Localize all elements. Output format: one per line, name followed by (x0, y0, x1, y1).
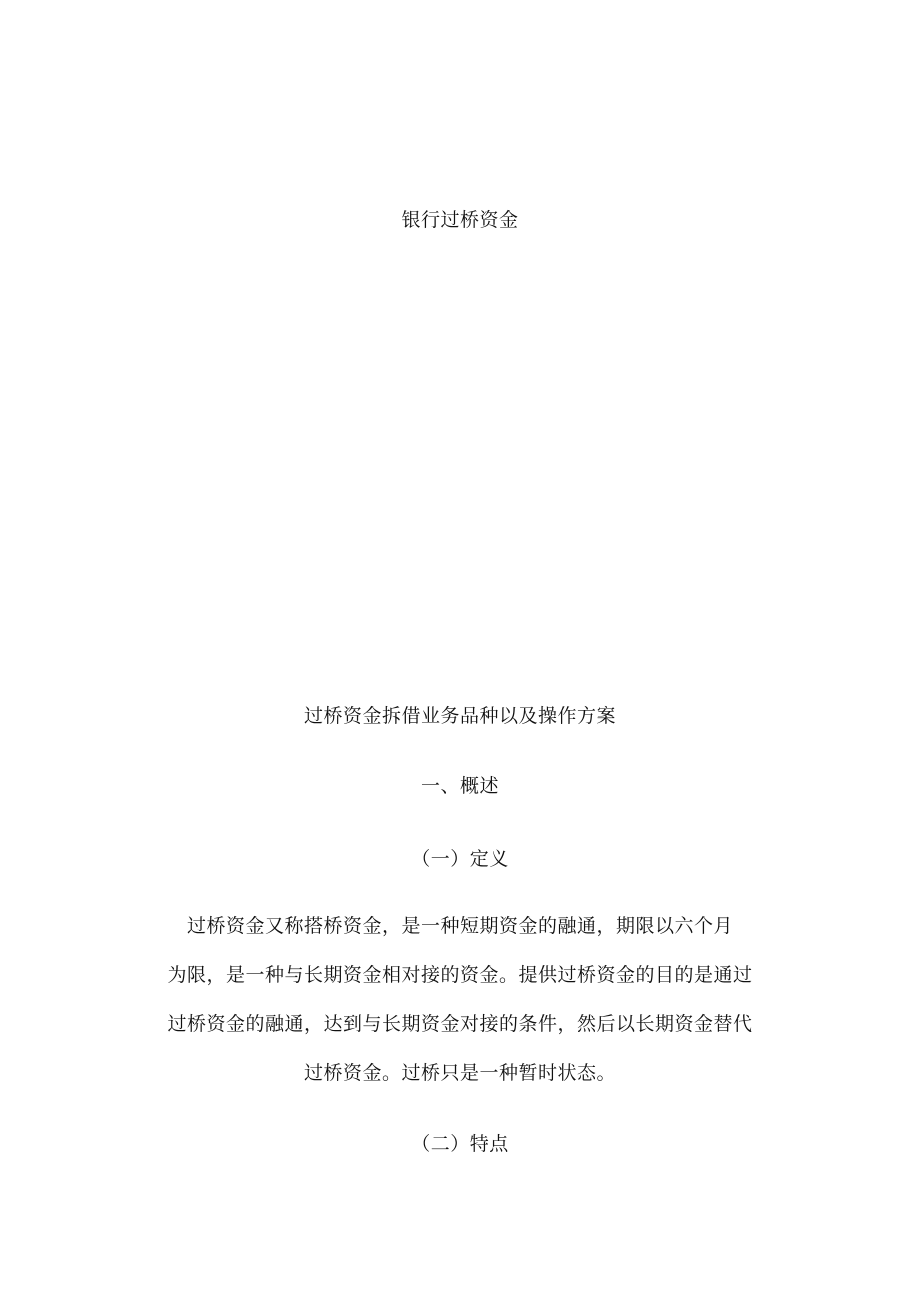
definition-paragraph-line: 过桥资金的融通，达到与长期资金对接的条件，然后以长期资金替代 (167, 1013, 753, 1035)
document-title: 银行过桥资金 (401, 209, 519, 231)
document-subtitle: 过桥资金拆借业务品种以及操作方案 (303, 705, 616, 727)
subsection-heading-definition: （一）定义 (411, 848, 509, 870)
section-heading-overview: 一、概述 (420, 775, 499, 797)
subsection-heading-features: （二）特点 (411, 1133, 509, 1155)
definition-paragraph-line: 为限，是一种与长期资金相对接的资金。提供过桥资金的目的是通过 (167, 964, 753, 986)
definition-paragraph-line: 过桥资金又称搭桥资金，是一种短期资金的融通，期限以六个月 (186, 915, 733, 937)
definition-paragraph-line: 过桥资金。过桥只是一种暂时状态。 (303, 1062, 616, 1084)
